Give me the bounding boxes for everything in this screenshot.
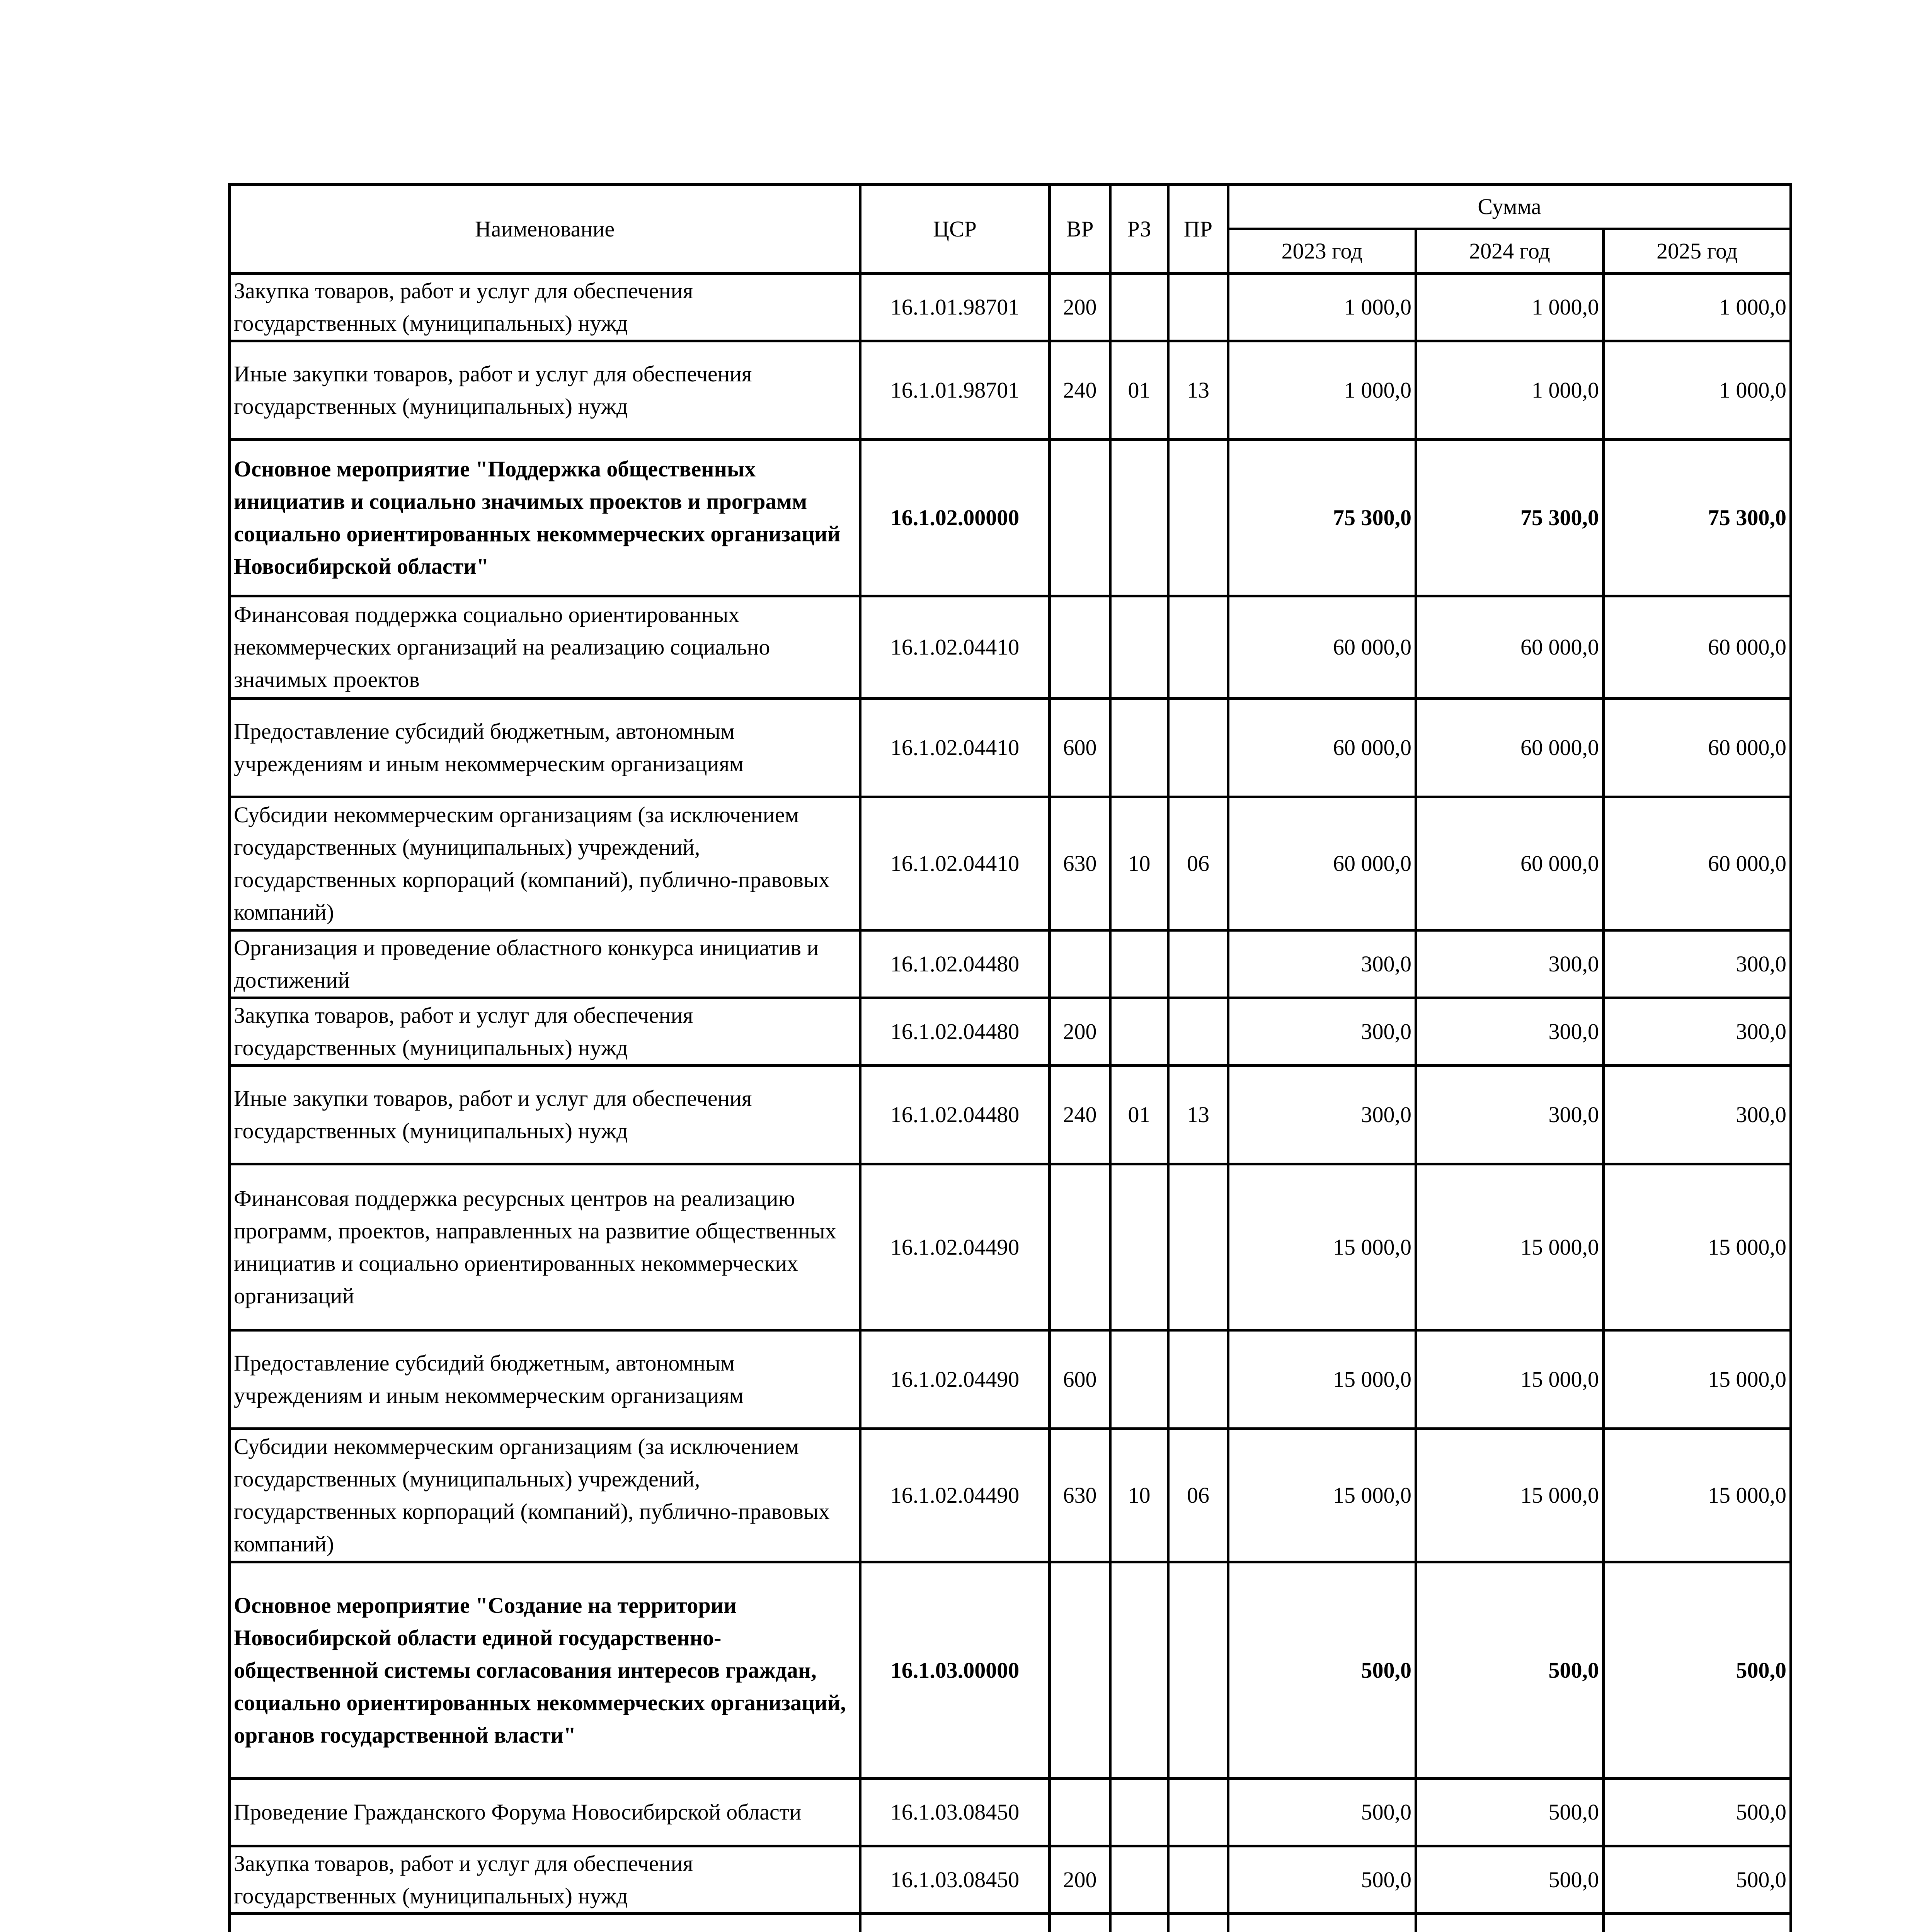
cell-name: Иные закупки товаров, работ и услуг для обеспечения государственных (муниципальных) нужд xyxy=(230,341,860,440)
table-row xyxy=(230,1914,1791,1932)
cell-s2024: 500,0 xyxy=(1416,1846,1604,1914)
cell-s2024: 15 000,0 xyxy=(1416,1164,1604,1330)
cell-rz xyxy=(1110,1846,1168,1914)
table-row xyxy=(230,797,1791,930)
cell-s2025: 500,0 xyxy=(1604,1779,1791,1846)
cell-rz: 01 xyxy=(1110,341,1168,440)
cell-pr xyxy=(1168,1164,1228,1330)
header-year-2023: 2023 год xyxy=(1228,229,1416,274)
cell-csr: 16.1.03.08450 xyxy=(860,1846,1050,1914)
table-row xyxy=(230,1429,1791,1562)
cell-rz xyxy=(1110,440,1168,596)
cell-s2025: 60 000,0 xyxy=(1604,699,1791,797)
cell-name: Проведение Гражданского Форума Новосибирской области xyxy=(230,1779,860,1846)
cell-vr: 630 xyxy=(1050,1429,1110,1562)
cell-vr: 600 xyxy=(1050,1330,1110,1429)
cell-rz xyxy=(1110,274,1168,341)
cell-s2025 xyxy=(1604,1914,1791,1932)
cell-pr xyxy=(1168,1779,1228,1846)
cell-s2023: 1 000,0 xyxy=(1228,274,1416,341)
table-row-main-activity xyxy=(230,440,1791,596)
cell-name: Основное мероприятие "Создание на территории Новосибирской области единой государственно-общественной системы согласования интересов граждан, социально ориентированных некоммерческих организаций, органов государственной власти" xyxy=(230,1562,860,1779)
table-row xyxy=(230,1846,1791,1914)
cell-s2023: 75 300,0 xyxy=(1228,440,1416,596)
table-row xyxy=(230,1779,1791,1846)
cell-rz xyxy=(1110,596,1168,699)
cell-s2024: 15 000,0 xyxy=(1416,1429,1604,1562)
cell-pr xyxy=(1168,274,1228,341)
cell-pr xyxy=(1168,1846,1228,1914)
table-header xyxy=(230,185,1791,274)
cell-vr: 240 xyxy=(1050,341,1110,440)
cell-vr xyxy=(1050,1779,1110,1846)
cell-s2025: 60 000,0 xyxy=(1604,596,1791,699)
cell-rz xyxy=(1110,1562,1168,1779)
cell-s2023: 300,0 xyxy=(1228,998,1416,1066)
cell-s2023: 500,0 xyxy=(1228,1846,1416,1914)
cell-csr: 16.1.02.04490 xyxy=(860,1164,1050,1330)
cell-name: Финансовая поддержка ресурсных центров на реализацию программ, проектов, направленных на развитие общественных инициатив и социально ориентированных некоммерческих организаций xyxy=(230,1164,860,1330)
cell-vr xyxy=(1050,440,1110,596)
table-row xyxy=(230,930,1791,998)
table-row xyxy=(230,699,1791,797)
header-year-2025: 2025 год xyxy=(1604,229,1791,274)
cell-s2023: 15 000,0 xyxy=(1228,1330,1416,1429)
cell-pr xyxy=(1168,440,1228,596)
cell-s2023: 500,0 xyxy=(1228,1779,1416,1846)
cell-s2025: 300,0 xyxy=(1604,930,1791,998)
cell-s2025: 15 000,0 xyxy=(1604,1330,1791,1429)
cell-s2025: 15 000,0 xyxy=(1604,1429,1791,1562)
cell-name: Предоставление субсидий бюджетным, автономным учреждениям и иным некоммерческим организациям xyxy=(230,1330,860,1429)
header-year-2024: 2024 год xyxy=(1416,229,1604,274)
cell-name xyxy=(230,1914,860,1932)
table-row xyxy=(230,596,1791,699)
cell-pr: 13 xyxy=(1168,1066,1228,1164)
cell-name: Закупка товаров, работ и услуг для обеспечения государственных (муниципальных) нужд xyxy=(230,998,860,1066)
cell-s2024: 500,0 xyxy=(1416,1779,1604,1846)
cell-name: Закупка товаров, работ и услуг для обеспечения государственных (муниципальных) нужд xyxy=(230,274,860,341)
cell-name: Организация и проведение областного конкурса инициатив и достижений xyxy=(230,930,860,998)
cell-csr: 16.1.02.04490 xyxy=(860,1330,1050,1429)
cell-rz xyxy=(1110,1164,1168,1330)
table-row-main-activity xyxy=(230,1562,1791,1779)
cell-csr: 16.1.02.04480 xyxy=(860,930,1050,998)
cell-s2024: 1 000,0 xyxy=(1416,341,1604,440)
cell-s2024: 15 000,0 xyxy=(1416,1330,1604,1429)
cell-name: Основное мероприятие "Поддержка общественных инициатив и социально значимых проектов и программ социально ориентированных некоммерческих организаций Новосибирской области" xyxy=(230,440,860,596)
cell-s2023: 500,0 xyxy=(1228,1562,1416,1779)
cell-csr: 16.1.01.98701 xyxy=(860,274,1050,341)
cell-s2024: 300,0 xyxy=(1416,930,1604,998)
table-row xyxy=(230,1164,1791,1330)
cell-vr: 200 xyxy=(1050,1846,1110,1914)
header-name: Наименование xyxy=(230,185,860,274)
cell-pr xyxy=(1168,596,1228,699)
cell-pr: 13 xyxy=(1168,341,1228,440)
cell-s2024: 300,0 xyxy=(1416,998,1604,1066)
cell-s2025: 15 000,0 xyxy=(1604,1164,1791,1330)
cell-name: Предоставление субсидий бюджетным, автономным учреждениям и иным некоммерческим организациям xyxy=(230,699,860,797)
cell-s2025: 300,0 xyxy=(1604,998,1791,1066)
cell-s2025: 500,0 xyxy=(1604,1846,1791,1914)
cell-pr: 06 xyxy=(1168,1429,1228,1562)
cell-pr xyxy=(1168,998,1228,1066)
cell-name: Закупка товаров, работ и услуг для обеспечения государственных (муниципальных) нужд xyxy=(230,1846,860,1914)
cell-s2025: 500,0 xyxy=(1604,1562,1791,1779)
header-pr: ПР xyxy=(1168,185,1228,274)
header-sum: Сумма xyxy=(1228,185,1791,229)
table-row xyxy=(230,1066,1791,1164)
cell-pr xyxy=(1168,699,1228,797)
cell-vr: 200 xyxy=(1050,274,1110,341)
cell-s2023: 15 000,0 xyxy=(1228,1164,1416,1330)
table-row xyxy=(230,1330,1791,1429)
cell-s2024: 500,0 xyxy=(1416,1562,1604,1779)
table-row xyxy=(230,998,1791,1066)
header-csr: ЦСР xyxy=(860,185,1050,274)
cell-vr xyxy=(1050,1562,1110,1779)
cell-pr xyxy=(1168,1330,1228,1429)
cell-rz xyxy=(1110,998,1168,1066)
cell-rz xyxy=(1110,1330,1168,1429)
cell-pr xyxy=(1168,930,1228,998)
cell-vr: 200 xyxy=(1050,998,1110,1066)
cell-vr: 240 xyxy=(1050,1066,1110,1164)
cell-s2025: 60 000,0 xyxy=(1604,797,1791,930)
cell-s2023: 1 000,0 xyxy=(1228,341,1416,440)
cell-s2024: 60 000,0 xyxy=(1416,596,1604,699)
table-row xyxy=(230,274,1791,341)
cell-pr xyxy=(1168,1914,1228,1932)
cell-csr: 16.1.03.08450 xyxy=(860,1779,1050,1846)
cell-s2025: 300,0 xyxy=(1604,1066,1791,1164)
cell-name: Субсидии некоммерческим организациям (за исключением государственных (муниципальных) учреждений, государственных корпораций (компаний), публично-правовых компаний) xyxy=(230,797,860,930)
cell-pr xyxy=(1168,1562,1228,1779)
cell-s2023: 60 000,0 xyxy=(1228,699,1416,797)
table-row xyxy=(230,341,1791,440)
cell-csr: 16.1.02.04410 xyxy=(860,596,1050,699)
header-rz: РЗ xyxy=(1110,185,1168,274)
cell-vr xyxy=(1050,930,1110,998)
cell-s2023: 300,0 xyxy=(1228,930,1416,998)
cell-s2024 xyxy=(1416,1914,1604,1932)
cell-vr: 630 xyxy=(1050,797,1110,930)
cell-name: Финансовая поддержка социально ориентированных некоммерческих организаций на реализацию социально значимых проектов xyxy=(230,596,860,699)
cell-s2023: 15 000,0 xyxy=(1228,1429,1416,1562)
cell-vr xyxy=(1050,1164,1110,1330)
cell-s2024: 300,0 xyxy=(1416,1066,1604,1164)
cell-s2023: 300,0 xyxy=(1228,1066,1416,1164)
cell-rz xyxy=(1110,699,1168,797)
cell-rz xyxy=(1110,1779,1168,1846)
cell-csr: 16.1.03.00000 xyxy=(860,1562,1050,1779)
cell-csr: 16.1.02.00000 xyxy=(860,440,1050,596)
cell-pr: 06 xyxy=(1168,797,1228,930)
cell-rz xyxy=(1110,930,1168,998)
cell-csr: 16.1.02.04490 xyxy=(860,1429,1050,1562)
table-body xyxy=(230,274,1791,1932)
cell-rz: 01 xyxy=(1110,1066,1168,1164)
cell-s2025: 75 300,0 xyxy=(1604,440,1791,596)
cell-rz: 10 xyxy=(1110,797,1168,930)
cell-s2023: 60 000,0 xyxy=(1228,596,1416,699)
cell-s2024: 75 300,0 xyxy=(1416,440,1604,596)
cell-vr: 600 xyxy=(1050,699,1110,797)
cell-csr: 16.1.02.04410 xyxy=(860,797,1050,930)
cell-rz xyxy=(1110,1914,1168,1932)
cell-vr xyxy=(1050,1914,1110,1932)
budget-table xyxy=(228,183,1792,1932)
cell-csr: 16.1.02.04480 xyxy=(860,1066,1050,1164)
cell-csr xyxy=(860,1914,1050,1932)
cell-rz: 10 xyxy=(1110,1429,1168,1562)
cell-name: Субсидии некоммерческим организациям (за исключением государственных (муниципальных) учреждений, государственных корпораций (компаний), публично-правовых компаний) xyxy=(230,1429,860,1562)
cell-csr: 16.1.02.04480 xyxy=(860,998,1050,1066)
cell-s2023: 60 000,0 xyxy=(1228,797,1416,930)
cell-csr: 16.1.02.04410 xyxy=(860,699,1050,797)
cell-csr: 16.1.01.98701 xyxy=(860,341,1050,440)
header-vr: ВР xyxy=(1050,185,1110,274)
cell-s2025: 1 000,0 xyxy=(1604,341,1791,440)
cell-s2023 xyxy=(1228,1914,1416,1932)
cell-vr xyxy=(1050,596,1110,699)
cell-s2024: 1 000,0 xyxy=(1416,274,1604,341)
cell-s2025: 1 000,0 xyxy=(1604,274,1791,341)
cell-name: Иные закупки товаров, работ и услуг для обеспечения государственных (муниципальных) нужд xyxy=(230,1066,860,1164)
cell-s2024: 60 000,0 xyxy=(1416,699,1604,797)
cell-s2024: 60 000,0 xyxy=(1416,797,1604,930)
